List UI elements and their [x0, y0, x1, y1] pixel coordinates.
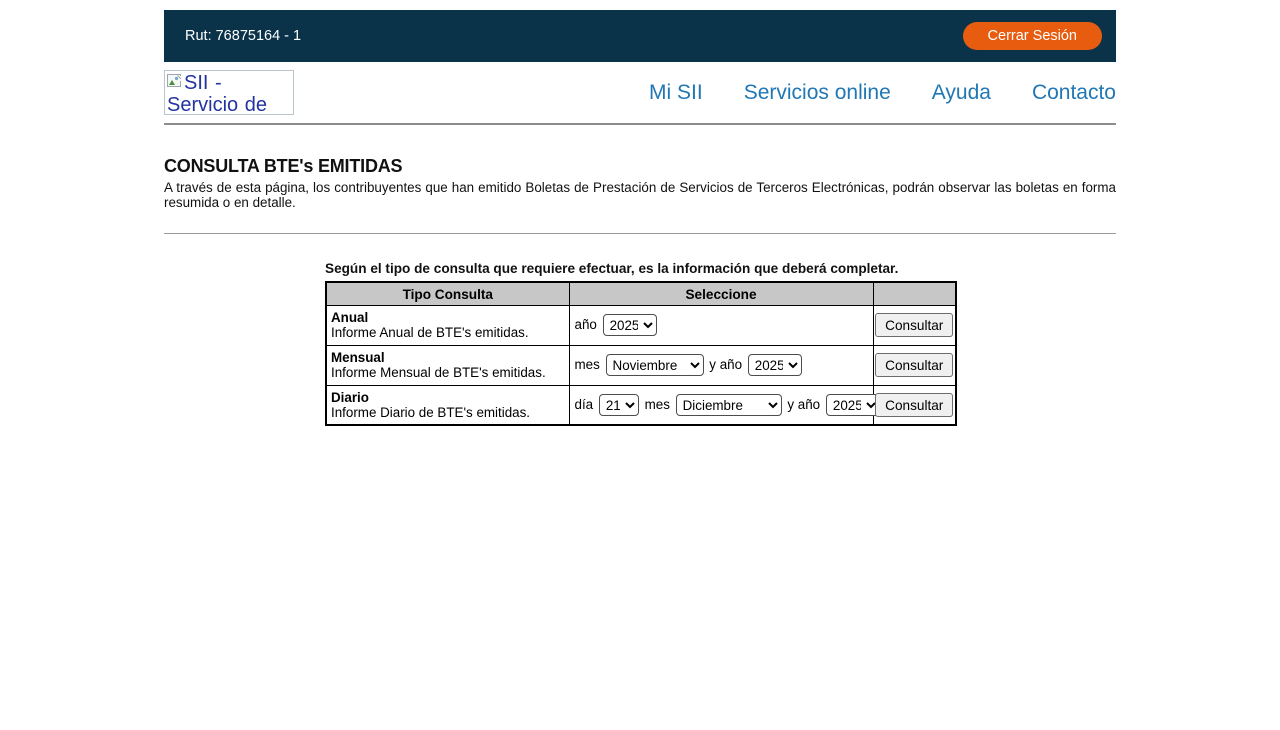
- nav-contacto[interactable]: Contacto: [1031, 80, 1116, 104]
- rut-text: Rut: 76875164 - 1: [185, 28, 302, 44]
- table-row-diario: [326, 385, 956, 425]
- diario-year-select[interactable]: [826, 394, 880, 416]
- anual-year-select[interactable]: [603, 314, 657, 336]
- diario-day-select[interactable]: [599, 394, 639, 416]
- diario-day-label: día: [574, 396, 594, 412]
- mensual-month-select[interactable]: [606, 354, 704, 376]
- page-title: CONSULTA BTE's EMITIDAS: [164, 156, 403, 176]
- table-header-row: [326, 282, 956, 305]
- row-anual-name: Anual: [331, 309, 369, 325]
- header-band: [164, 62, 1116, 125]
- mensual-month-label: mes: [574, 356, 600, 372]
- table-row-anual: [326, 305, 956, 345]
- col-header-tipo-consulta: Tipo Consulta: [326, 282, 569, 305]
- sii-logo-link[interactable]: [164, 70, 294, 115]
- row-diario-name: Diario: [331, 389, 369, 405]
- diario-month-label: mes: [644, 396, 670, 412]
- page-container: [164, 10, 1116, 426]
- row-diario-description: Informe Diario de BTE's emitidas.: [331, 405, 531, 421]
- anual-consultar-button[interactable]: Consultar: [875, 313, 953, 337]
- instruction-text: Según el tipo de consulta que requiere efectuar, es la información que deberá completar.: [325, 260, 899, 276]
- row-anual-description: Informe Anual de BTE's emitidas.: [331, 325, 529, 341]
- mensual-consultar-button[interactable]: Consultar: [875, 353, 953, 377]
- session-topbar: [164, 10, 1116, 62]
- table-row-mensual: [326, 345, 956, 385]
- nav-mi-sii[interactable]: Mi SII: [649, 80, 703, 104]
- col-header-seleccione: Seleccione: [569, 282, 873, 305]
- broken-image-icon: [167, 74, 183, 89]
- section-divider: [164, 233, 1116, 234]
- logo-alt-text: SII - Servicio de: [167, 72, 267, 115]
- nav-servicios-online[interactable]: Servicios online: [743, 80, 891, 104]
- mensual-year-select[interactable]: [748, 354, 802, 376]
- consult-block: [325, 261, 955, 427]
- cerrar-sesion-button[interactable]: Cerrar Sesión: [963, 22, 1102, 50]
- nav-ayuda[interactable]: Ayuda: [931, 80, 991, 104]
- diario-year-label: y año: [787, 396, 821, 412]
- main-nav: [649, 81, 1116, 105]
- row-mensual-description: Informe Mensual de BTE's emitidas.: [331, 365, 546, 381]
- sii-logo-broken-image: [167, 72, 267, 115]
- row-mensual-name: Mensual: [331, 349, 385, 365]
- diario-consultar-button[interactable]: Consultar: [875, 393, 953, 417]
- mensual-year-label: y año: [709, 356, 743, 372]
- col-header-empty: [873, 282, 956, 305]
- intro-text: A través de esta página, los contribuyentes que han emitido Boletas de Prestación de Servicios de Terceros Electrónicas, podrán observar las boletas en forma resumida o en detalle.: [164, 180, 1116, 211]
- consult-table: [325, 281, 957, 426]
- anual-year-label: año: [574, 316, 597, 332]
- diario-month-select[interactable]: [676, 394, 782, 416]
